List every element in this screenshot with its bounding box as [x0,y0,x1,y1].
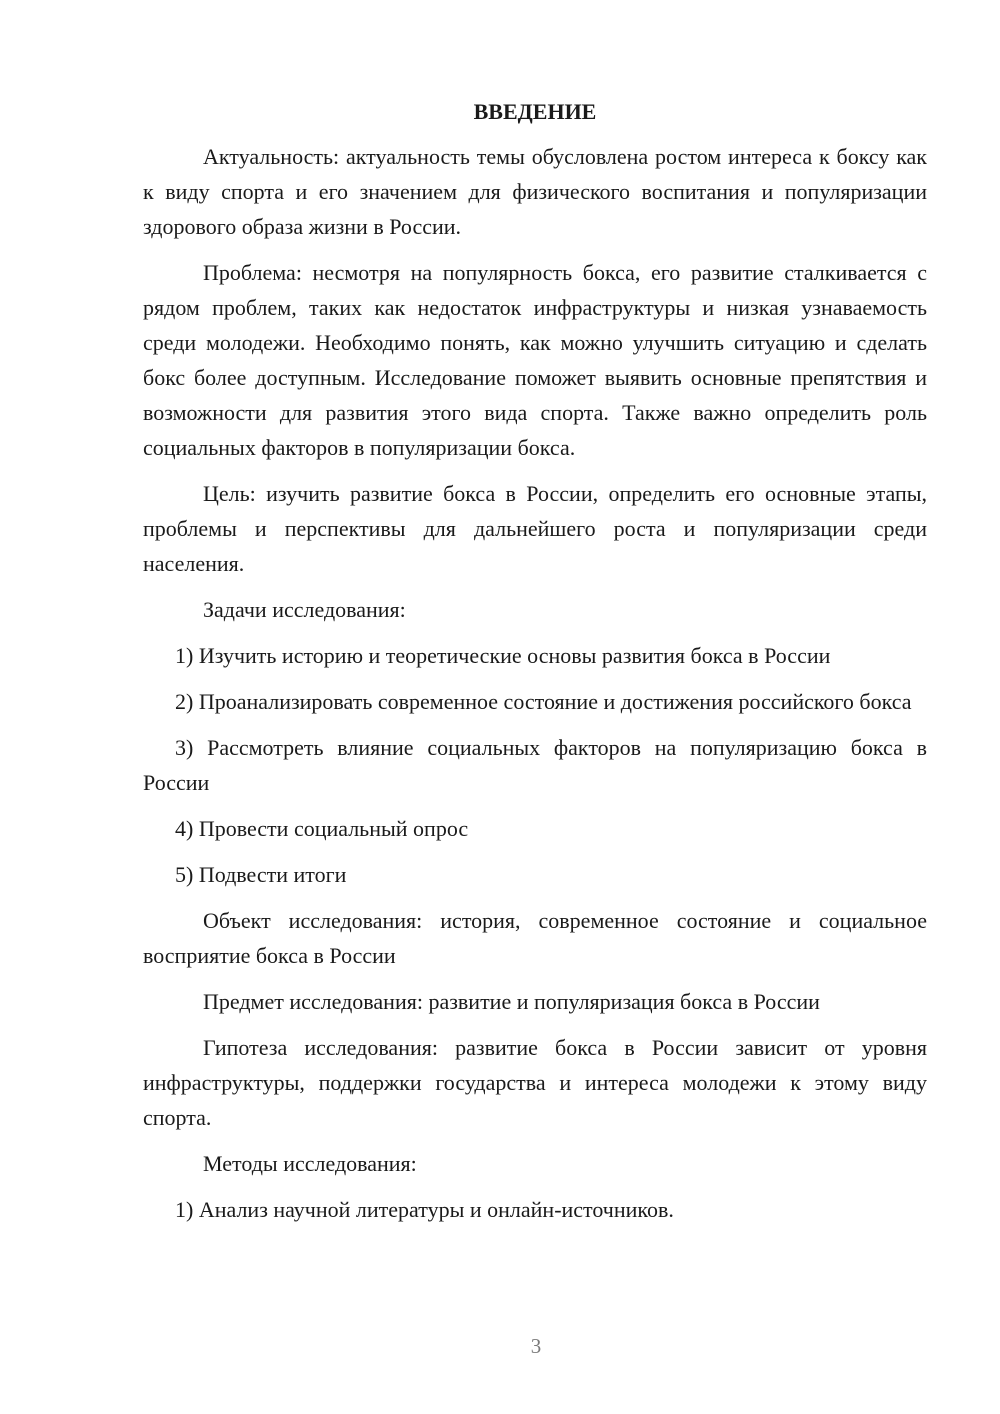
problem-paragraph: Проблема: несмотря на популярность бокса, его развитие сталкивается с рядом проблем, таких как недостаток инфраструктуры и низкая узнаваемость среди молодежи. Необходимо понять, как можно улучшить ситуацию и сделать бокс более доступным. Исследование поможет выявить основные препятствия и возможности для развития этого вида спорта. Также важно определить роль социальных факторов в популяризации бокса. [143,260,927,460]
task-item-5: 5) Подвести итоги [175,862,347,887]
hypothesis-paragraph: Гипотеза исследования: развитие бокса в России зависит от уровня инфраструктуры, поддержки государства и интереса молодежи к этому виду спорта. [143,1035,927,1130]
relevance-paragraph: Актуальность: актуальность темы обусловлена ростом интереса к боксу как к виду спорта и его значением для физического воспитания и популяризации здорового образа жизни в России. [143,144,927,239]
tasks-title: Задачи исследования: [203,597,406,622]
task-item-2: 2) Проанализировать современное состояние и достижения российского бокса [175,689,912,714]
task-item-4: 4) Провести социальный опрос [175,816,469,841]
method-item-1: 1) Анализ научной литературы и онлайн-источников. [175,1197,674,1222]
task-item-3: 3) Рассмотреть влияние социальных факторов на популяризацию бокса в России [143,735,927,795]
object-paragraph: Объект исследования: история, современное состояние и социальное восприятие бокса в России [143,908,927,968]
subject-paragraph: Предмет исследования: развитие и популяризация бокса в России [203,989,820,1014]
page-number: 3 [530,1334,542,1358]
task-item-1: 1) Изучить историю и теоретические основы развития бокса в России [175,643,831,668]
page-title: ВВЕДЕНИЕ [473,99,597,124]
methods-title: Методы исследования: [203,1151,417,1176]
goal-paragraph: Цель: изучить развитие бокса в России, определить его основные этапы, проблемы и перспективы для дальнейшего роста и популяризации среди населения. [143,481,927,576]
page-content [143,94,927,1238]
